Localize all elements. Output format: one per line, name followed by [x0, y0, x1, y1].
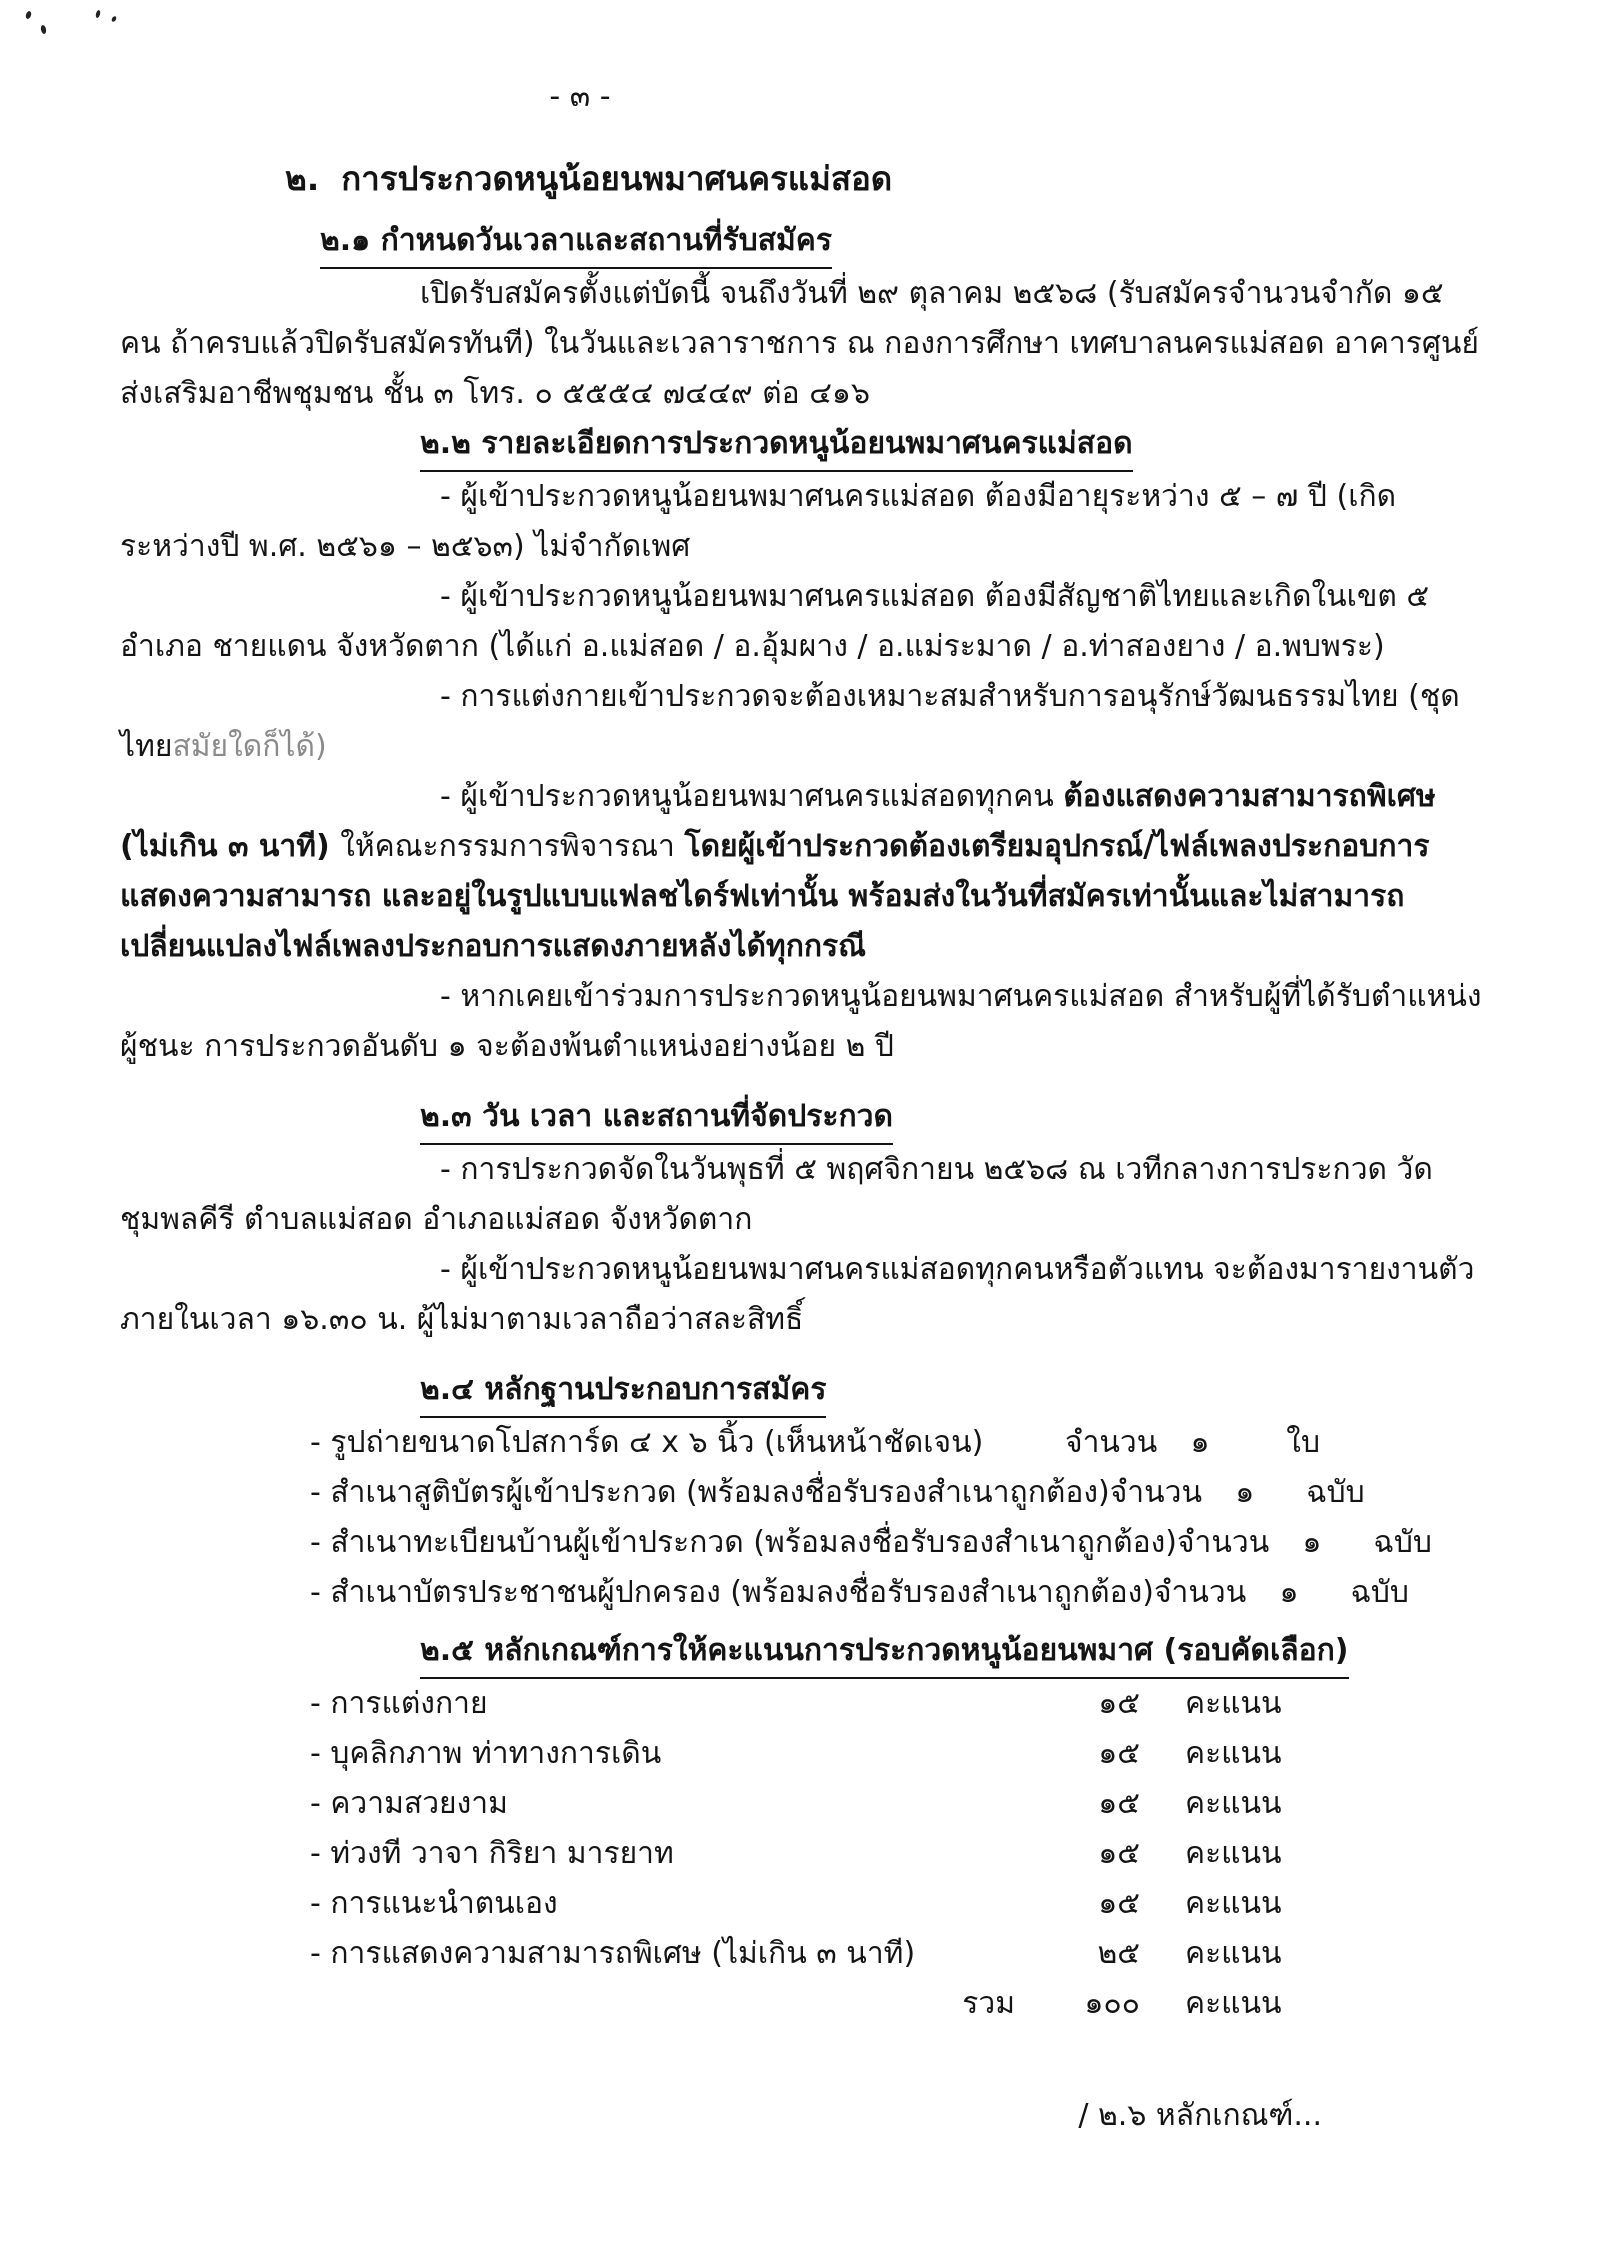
score-criterion: - การแสดงความสามารถพิเศษ (ไม่เกิน ๓ นาที)	[310, 1936, 916, 1971]
quantity-unit: ฉบับ	[1306, 1475, 1365, 1510]
continuation-note: / ๒.๖ หลักเกณฑ์...	[1078, 2098, 1322, 2133]
section-title-text: การประกวดหนูน้อยนพมาศนครแม่สอด	[341, 159, 893, 198]
score-row	[310, 1679, 1300, 1729]
bullet-dress-requirement: - การแต่งกายเข้าประกวดจะต้องเหมาะสมสำหรับการอนุรักษ์วัฒนธรรมไทย (ชุดไทยสมัยใดก็ได้)	[120, 679, 1460, 764]
quantity-label: จำนวน	[1065, 1425, 1158, 1460]
document-item-label: - สำเนาสูติบัตรผู้เข้าประกวด (พร้อมลงชื่อรับรองสำเนาถูกต้อง)	[310, 1475, 1110, 1510]
score-row	[310, 1929, 1300, 1979]
bullet-contest-date-venue: - การประกวดจัดในวันพุธที่ ๕ พฤศจิกายน ๒๕๖๘ ณ เวทีกลางการประกวด วัดชุมพลคีรี ตำบลแม่สอด อำเภอแม่สอด จังหวัดตาก	[120, 1152, 1433, 1237]
score-criterion: - การแนะนำตนเอง	[310, 1886, 558, 1921]
score-unit: คะแนน	[1185, 1686, 1282, 1721]
score-criterion: - การแต่งกาย	[310, 1686, 488, 1721]
score-unit: คะแนน	[1185, 1836, 1282, 1871]
quantity-value: ๑	[1235, 1475, 1255, 1510]
score-row	[310, 1779, 1300, 1829]
score-value: ๑๕	[1098, 1736, 1140, 1771]
quantity-unit: ฉบับ	[1350, 1575, 1409, 1610]
heading-2-1: ๒.๑ กำหนดวันเวลาและสถานที่รับสมัคร	[320, 216, 1490, 269]
bullet-previous-winner-rule: - หากเคยเข้าร่วมการประกวดหนูน้อยนพมาศนครแม่สอด สำหรับผู้ที่ได้รับตำแหน่งผู้ชนะ การประกวดอันดับ ๑ จะต้องพ้นตำแหน่งอย่างน้อย ๒ ปี	[120, 979, 1482, 1064]
document-row	[310, 1518, 1432, 1568]
score-total-row	[310, 1979, 1300, 2029]
score-total-unit: คะแนน	[1185, 1986, 1282, 2021]
faint-scan-text: สมัยใดก็ได้)	[172, 729, 327, 764]
score-criterion: - ความสวยงาม	[310, 1786, 508, 1821]
score-criterion: - ท่วงที วาจา กิริยา มารยาท	[310, 1836, 674, 1871]
score-unit: คะแนน	[1185, 1936, 1282, 1971]
quantity-unit: ใบ	[1286, 1425, 1320, 1460]
score-value: ๑๕	[1098, 1786, 1140, 1821]
paragraph-2-1: เปิดรับสมัครตั้งแต่บัดนี้ จนถึงวันที่ ๒๙ ตุลาคม ๒๕๖๘ (รับสมัครจำนวนจำกัด ๑๕ คน ถ้าครบแล้วปิดรับสมัครทันที) ในวันและเวลาราชการ ณ กองการศึกษา เทศบาลนครแม่สอด อาคารศูนย์ส่งเสริมอาชีพชุมชน ชั้น ๓ โทร. ๐ ๕๕๕๔ ๗๔๔๙ ต่อ ๔๑๖	[120, 276, 1480, 411]
bullet-age-requirement: - ผู้เข้าประกวดหนูน้อยนพมาศนครแม่สอด ต้องมีอายุระหว่าง ๕ – ๗ ปี (เกิดระหว่างปี พ.ศ. ๒๕๖๑ – ๒๕๖๓) ไม่จำกัดเพศ	[120, 479, 1397, 564]
quantity-unit: ฉบับ	[1373, 1525, 1432, 1560]
score-criterion: - บุคลิกภาพ ท่าทางการเดิน	[310, 1736, 662, 1771]
document-row	[310, 1418, 1320, 1468]
score-row	[310, 1829, 1300, 1879]
heading-2-2: ๒.๒ รายละเอียดการประกวดหนูน้อยนพมาศนครแม่สอด	[420, 419, 1490, 472]
score-total-label: รวม	[962, 1986, 1015, 2021]
section-number: ๒.	[285, 159, 320, 198]
document-item-label: - รูปถ่ายขนาดโปสการ์ด ๔ x ๖ นิ้ว (เห็นหน้าชัดเจน)	[310, 1425, 984, 1460]
quantity-label: จำนวน	[1176, 1525, 1270, 1560]
document-item-label: - สำเนาบัตรประชาชนผู้ปกครอง (พร้อมลงชื่อรับรองสำเนาถูกต้อง)	[310, 1575, 1154, 1610]
score-row	[310, 1729, 1300, 1779]
document-item-label: - สำเนาทะเบียนบ้านผู้เข้าประกวด (พร้อมลงชื่อรับรองสำเนาถูกต้อง)	[310, 1525, 1177, 1560]
quantity-value: ๑	[1190, 1425, 1210, 1460]
heading-2-3: ๒.๓ วัน เวลา และสถานที่จัดประกวด	[420, 1092, 1490, 1145]
heading-2-5: ๒.๕ หลักเกณฑ์การให้คะแนนการประกวดหนูน้อยนพมาศ (รอบคัดเลือก)	[420, 1626, 1490, 1679]
score-row	[310, 1879, 1300, 1929]
quantity-value: ๑	[1279, 1575, 1299, 1610]
quantity-value: ๑	[1302, 1525, 1322, 1560]
document-row	[310, 1468, 1365, 1518]
bullet-talent-requirement: - ผู้เข้าประกวดหนูน้อยนพมาศนครแม่สอดทุกคน ต้องแสดงความสามารถพิเศษ (ไม่เกิน ๓ นาที) ให้คณะกรรมการพิจารณา โดยผู้เข้าประกวดต้องเตรียมอุปกรณ์/ไฟล์เพลงประกอบการแสดงความสามารถ และอยู่ในรูปแบบแฟลชไดร์ฟเท่านั้น พร้อมส่งในวันที่สมัครเท่านั้นและไม่สามารถเปลี่ยนแปลงไฟล์เพลงประกอบการแสดงภายหลังได้ทุกกรณี	[120, 779, 1436, 964]
quantity-label: จำนวน	[1109, 1475, 1203, 1510]
score-value: ๒๕	[1097, 1936, 1140, 1971]
score-unit: คะแนน	[1185, 1886, 1282, 1921]
heading-2-4: ๒.๔ หลักฐานประกอบการสมัคร	[420, 1365, 1490, 1418]
score-value: ๑๕	[1098, 1836, 1140, 1871]
score-unit: คะแนน	[1185, 1786, 1282, 1821]
bullet-report-time: - ผู้เข้าประกวดหนูน้อยนพมาศนครแม่สอดทุกคนหรือตัวแทน จะต้องมารายงานตัว ภายในเวลา ๑๖.๓๐ น. ผู้ไม่มาตามเวลาถือว่าสละสิทธิ์	[120, 1252, 1475, 1337]
score-value: ๑๕	[1098, 1686, 1140, 1721]
page-number: - ๓ -	[549, 79, 611, 114]
score-total-value: ๑๐๐	[1084, 1986, 1140, 2021]
score-value: ๑๕	[1098, 1886, 1140, 1921]
bullet-nationality-requirement: - ผู้เข้าประกวดหนูน้อยนพมาศนครแม่สอด ต้องมีสัญชาติไทยและเกิดในเขต ๕ อำเภอ ชายแดน จังหวัดตาก (ได้แก่ อ.แม่สอด / อ.อุ้มผาง / อ.แม่ระมาด / อ.ท่าสองยาง / อ.พบพระ)	[120, 579, 1430, 664]
score-unit: คะแนน	[1185, 1736, 1282, 1771]
document-row	[310, 1568, 1409, 1618]
section-2-title	[285, 150, 1490, 208]
quantity-label: จำนวน	[1153, 1575, 1247, 1610]
